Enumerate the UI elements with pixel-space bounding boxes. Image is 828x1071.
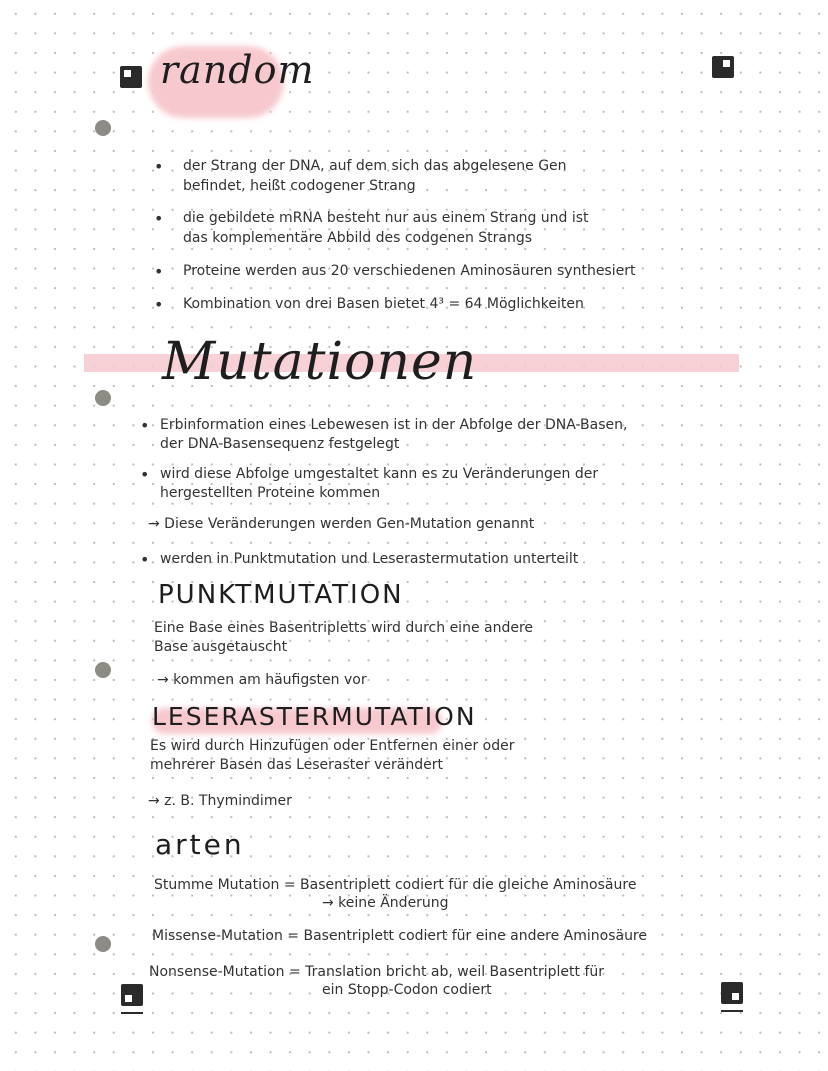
bullet-icon: • (154, 209, 164, 228)
corner-underline-left (121, 1012, 143, 1014)
corner-marker-top-left-icon (120, 66, 142, 88)
intro-bullet-1-line2: befindet, heißt codogener Strang (183, 178, 416, 194)
binder-hole-4 (95, 936, 111, 952)
punktmutation-arrow: → kommen am häufigsten vor (157, 672, 367, 688)
bullet-icon: • (140, 465, 150, 484)
corner-marker-bottom-left-icon (121, 984, 143, 1006)
bullet-icon: • (154, 295, 164, 314)
section-title: Mutationen (162, 332, 478, 392)
section-bullet-2-line2: hergestellten Proteine kommen (160, 485, 381, 501)
punktmutation-heading: PUNKTMUTATION (158, 580, 404, 610)
section-bullet-3: werden in Punktmutation und Leserastermutation unterteilt (160, 551, 579, 567)
section-bullet-2-line1: wird diese Abfolge umgestaltet kann es zu Veränderungen der (160, 466, 599, 482)
bullet-icon: • (140, 416, 150, 435)
leseraster-heading: LESERASTERMUTATION (152, 702, 477, 731)
binder-hole-2 (95, 390, 111, 406)
leseraster-line1: Es wird durch Hinzufügen oder Entfernen einer oder (150, 738, 515, 754)
bullet-icon: • (154, 262, 164, 281)
corner-marker-top-right-icon (712, 56, 734, 78)
corner-marker-bottom-right-icon (721, 982, 743, 1004)
section-bullet-1-line2: der DNA-Basensequenz festgelegt (160, 436, 400, 452)
intro-bullet-2-line1: die gebildete mRNA besteht nur aus einem Strang und ist (183, 210, 589, 226)
punktmutation-line2: Base ausgetauscht (154, 639, 288, 655)
intro-bullet-3: Proteine werden aus 20 verschiedenen Aminosäuren synthesiert (183, 263, 636, 279)
bullet-icon: • (154, 157, 164, 176)
binder-hole-1 (95, 120, 111, 136)
arten-item-3-line1: Nonsense-Mutation = Translation bricht ab, weil Basentriplett für (149, 964, 605, 980)
intro-bullet-4: Kombination von drei Basen bietet 4³ = 64 Möglichkeiten (183, 296, 584, 312)
corner-underline-right (721, 1010, 743, 1012)
section-bullet-1-line1: Erbinformation eines Lebewesen ist in der Abfolge der DNA-Basen, (160, 417, 628, 433)
arten-item-1-line2: → keine Änderung (322, 895, 449, 911)
binder-hole-3 (95, 662, 111, 678)
intro-bullet-1-line1: der Strang der DNA, auf dem sich das abgelesene Gen (183, 158, 567, 174)
arten-item-2-line1: Missense-Mutation = Basentriplett codiert für eine andere Aminosäure (152, 928, 647, 944)
arten-item-3-line2: ein Stopp-Codon codiert (322, 982, 492, 998)
page-title: random (160, 48, 315, 92)
arten-heading: arten (155, 828, 245, 861)
intro-bullet-2-line2: das komplementäre Abbild des codgenen Strangs (183, 230, 533, 246)
punktmutation-line1: Eine Base eines Basentripletts wird durch eine andere (154, 620, 534, 636)
arten-item-1-line1: Stumme Mutation = Basentriplett codiert für die gleiche Aminosäure (154, 877, 637, 893)
section-arrow-note: → Diese Veränderungen werden Gen-Mutation genannt (148, 516, 535, 532)
bullet-icon: • (140, 550, 150, 569)
leseraster-arrow: → z. B. Thymindimer (148, 793, 292, 809)
leseraster-line2: mehrerer Basen das Leseraster verändert (150, 757, 443, 773)
